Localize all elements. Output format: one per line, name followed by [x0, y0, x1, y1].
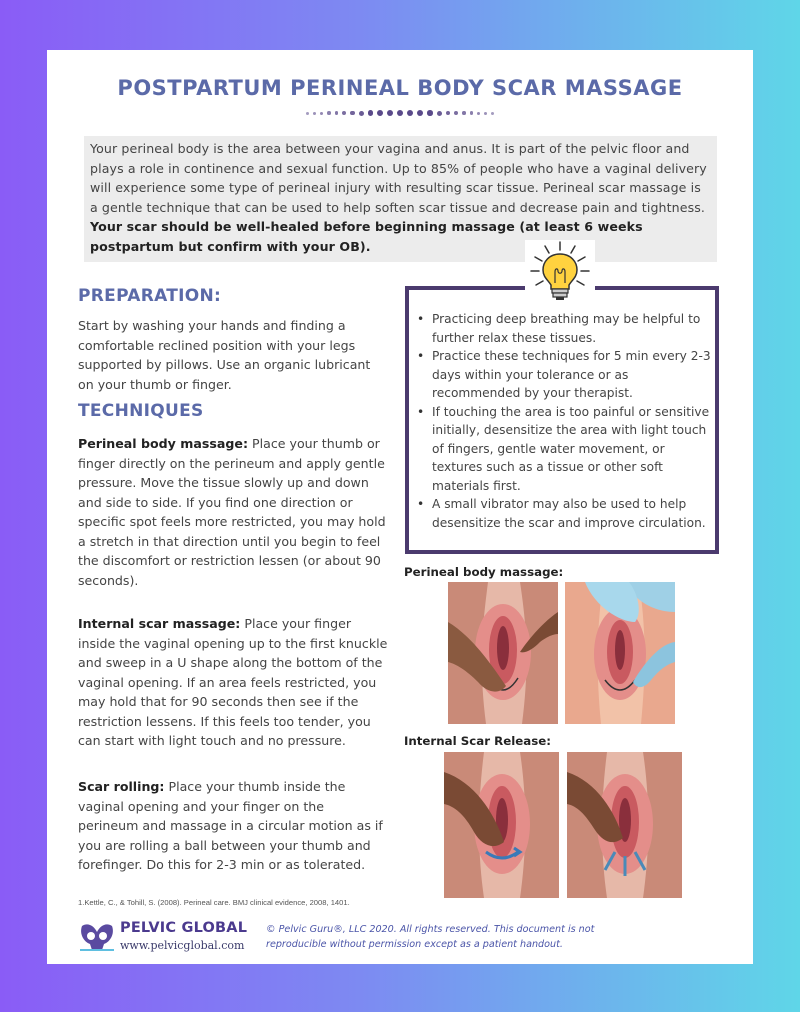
techniques-heading: TECHNIQUES — [78, 401, 204, 421]
intro-bold-warning: Your scar should be well-healed before beginning massage (at least 6 weeks postpartum but confirm with your OB). — [90, 219, 643, 254]
technique-scar-rolling — [78, 777, 388, 875]
internal-scar-illustration-2 — [567, 752, 682, 898]
tip-item: • A small vibrator may also be used to help desensitize the scar and improve circulation. — [417, 495, 713, 532]
caption-internal-scar-release: Internal Scar Release: — [404, 734, 551, 748]
technique-label: Perineal body massage: — [78, 436, 248, 451]
technique-text: Place your thumb or finger directly on the perineum and apply gentle pressure. Move the tissue slowly up and down and side to side. If you find one direction or specific spot feels more restricted, you may hold a stretch in that direction until you begin to feel the discomfort or restriction lessen (or about 90 seconds). — [78, 436, 386, 588]
caption-perineal-massage: Perineal body massage: — [404, 565, 564, 579]
preparation-text: Start by washing your hands and finding a comfortable reclined position with your legs supported by pillows. Use an organic lubricant on your thumb or finger. — [78, 318, 371, 392]
internal-scar-illustration-1 — [444, 752, 559, 898]
preparation-heading: PREPARATION: — [78, 286, 222, 306]
tip-item: • If touching the area is too painful or sensitive initially, desensitize the area with light touch of fingers, gentle water movement, or textures such as a tissue or other soft materials first. — [417, 403, 713, 496]
pelvis-logo-icon — [78, 920, 116, 954]
technique-label: Internal scar massage: — [78, 616, 241, 631]
logo-url[interactable]: www.pelvicglobal.com — [120, 939, 245, 952]
logo-name: PELVIC GLOBAL — [120, 920, 248, 936]
technique-perineal-body-massage — [78, 434, 388, 590]
perineal-massage-illustration-2 — [565, 582, 675, 724]
lightbulb-icon — [525, 240, 595, 304]
reference-citation: 1.Kettle, C., & Tohill, S. (2008). Perineal care. BMJ clinical evidence, 2008, 1401. — [78, 898, 350, 907]
technique-internal-scar-massage — [78, 614, 388, 751]
perineal-massage-illustration-1 — [448, 582, 558, 724]
intro-box — [84, 136, 717, 262]
handout-page — [47, 50, 753, 964]
technique-text: Place your thumb inside the vaginal opening and your finger on the perineum and massage in a circular motion as if you are rolling a ball between your thumb and forefinger. Do this for 2-3 min or as tolerated. — [78, 779, 383, 872]
tip-item: • Practicing deep breathing may be helpful to further relax these tissues. — [417, 310, 713, 347]
technique-text: Place your finger inside the vaginal opening up to the first knuckle and sweep in a U shape along the bottom of the vaginal opening. If an area feels restricted, you may hold that for 90 seconds then see if the restriction lessens. If this feels too tender, you can start with light touch and no pressure. — [78, 616, 388, 748]
technique-label: Scar rolling: — [78, 779, 165, 794]
tips-box — [405, 286, 719, 554]
pelvic-global-logo[interactable] — [78, 918, 263, 958]
tip-item: • Practice these techniques for 5 min every 2-3 days within your tolerance or as recommended by your therapist. — [417, 347, 713, 403]
page-title: POSTPARTUM PERINEAL BODY SCAR MASSAGE — [117, 76, 683, 100]
title-divider-dots — [47, 108, 753, 118]
intro-text: Your perineal body is the area between your vagina and anus. It is part of the pelvic floor and plays a role in continence and sexual function. Up to 85% of people who have a vaginal delivery will experience some type of perineal injury with resulting scar tissue. Perineal scar massage is a gentle technique that can be used to help soften scar tissue and decrease pain and tightness. — [90, 141, 707, 215]
copyright-notice: © Pelvic Guru®, LLC 2020. All rights reserved. This document is not reproducible without permission except as a patient handout. — [266, 924, 595, 950]
tips-list — [417, 310, 713, 532]
